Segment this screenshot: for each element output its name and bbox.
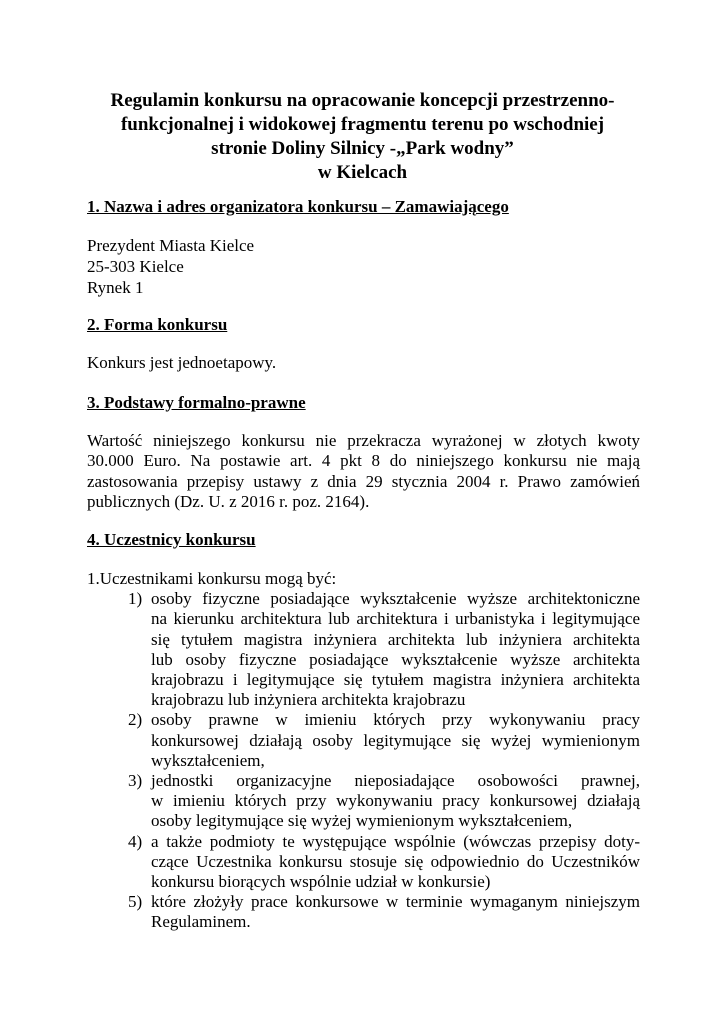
section-3-text (87, 431, 640, 512)
list-item-line: osoby legitymujące się wyżej wymienionym wykształceniem, (151, 811, 573, 831)
list-item-line: konkursu biorących wspólnie udział w konkursie) (151, 872, 491, 892)
list-item-line: się tytułem magistra inżyniera architekta lub inżyniera architekta (151, 629, 640, 649)
section-3-line: zastosowania przepisy ustawy z dnia 29 stycznia 2004 r. Prawo zamówień (87, 471, 640, 491)
list-item-line: czące Uczestnika konkursu stosuje się odpowiednio do Uczestników (151, 851, 640, 871)
list-item (87, 771, 640, 832)
list-item-line: wykształceniem, (151, 750, 265, 770)
title-line: funkcjonalnej i widokowej fragmentu terenu po wschodniej (120, 114, 605, 135)
section-2-line: Konkurs jest jednoetapowy. (87, 353, 277, 372)
address-line: Prezydent Miasta Kielce (87, 236, 255, 255)
section-4-heading: 4. Uczestnicy konkursu (87, 530, 256, 549)
title-line: w Kielcach (317, 162, 408, 183)
list-item-line: które złożyły prace konkursowe w terminie wymaganym niniejszym (151, 892, 640, 912)
list-item-line: a także podmioty te występujące wspólnie (wówczas przepisy doty- (151, 831, 640, 851)
list-item (87, 832, 640, 893)
title-line: Regulamin konkursu na opracowanie koncepcji przestrzenno- (110, 90, 615, 111)
address-line: Rynek 1 (87, 278, 144, 297)
list-item-number: 5) (128, 892, 143, 912)
organizer-address (87, 235, 254, 298)
list-item-line: w imieniu których przy wykonywaniu pracy konkursowej działają (151, 791, 640, 811)
section-3-heading: 3. Podstawy formalno-prawne (87, 393, 306, 412)
list-item-line: krajobrazu i legitymujące się tytułem magistra inżyniera architekta (151, 670, 640, 690)
list-intro: 1.Uczestnikami konkursu mogą być: (87, 569, 337, 588)
list-item-line: lub osoby fizyczne posiadające wykształcenie wyższe architekta (151, 649, 640, 669)
list-item-number: 2) (128, 710, 143, 730)
list-item-number: 3) (128, 771, 143, 791)
list-item-line: jednostki organizacyjne nieposiadające osobowości prawnej, (151, 771, 640, 791)
title-line: stronie Doliny Silnicy -„Park wodny” (211, 138, 514, 159)
list-item-number: 4) (128, 831, 143, 851)
list-item-line: na kierunku architektura lub architektura i urbanistyka i legitymujące (151, 609, 640, 629)
list-item (87, 710, 640, 771)
list-item-line: osoby prawne w imieniu których przy wykonywaniu pracy (151, 710, 640, 730)
list-item-line: konkursowej działają osoby legitymujące się wyżej wymienionym (151, 730, 640, 750)
section-3-line: publicznych (Dz. U. z 2016 r. poz. 2164). (87, 491, 370, 511)
list-item-line: osoby fizyczne posiadające wykształcenie wyższe architektoniczne (151, 589, 640, 609)
section-3-line: Wartość niniejszego konkursu nie przekracza wyrażonej w złotych kwoty (87, 431, 640, 450)
list-item-line: Regulaminem. (151, 912, 251, 932)
section-2-text (87, 352, 276, 373)
list-item (87, 589, 640, 710)
address-line: 25-303 Kielce (87, 257, 184, 276)
section-3-line: 30.000 Euro. Na postawie art. 4 pkt 8 do niniejszego konkursu nie mają (87, 451, 640, 471)
list-item (87, 892, 640, 932)
document-title (80, 89, 645, 185)
participants-list (87, 569, 647, 933)
section-2-heading: 2. Forma konkursu (87, 315, 228, 334)
section-1-heading: 1. Nazwa i adres organizatora konkursu – Zamawiającego (87, 197, 509, 216)
list-item-line: krajobrazu lub inżyniera architekta krajobrazu (151, 690, 466, 710)
list-item-number: 1) (128, 589, 143, 609)
